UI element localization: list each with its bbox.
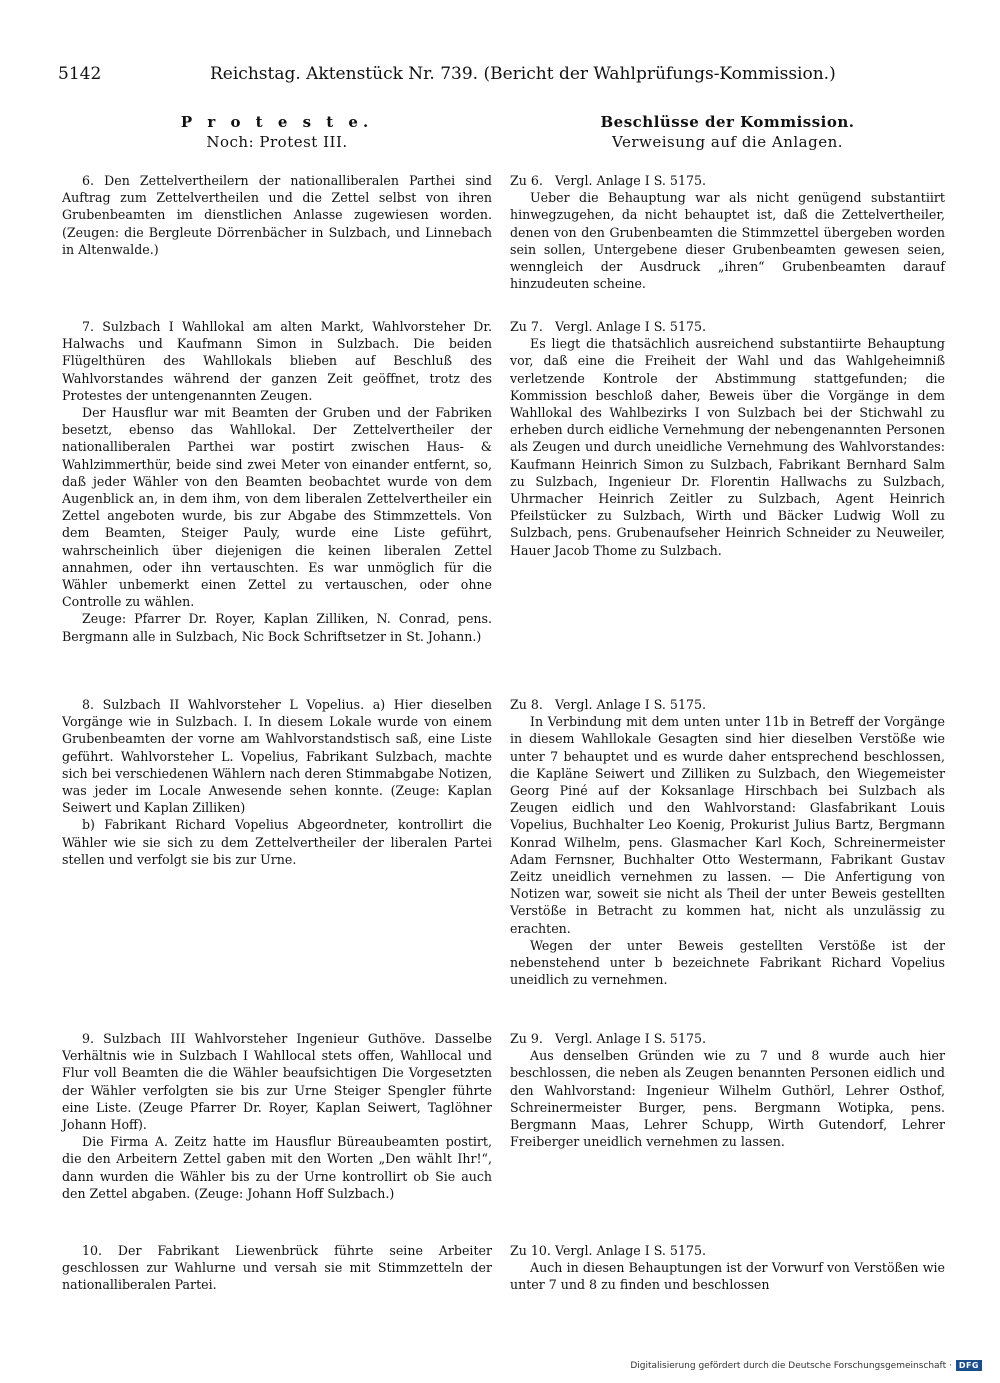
protest-paragraph: Zeuge: Pfarrer Dr. Royer, Kaplan Zilliken, N. Conrad, pens. Bergmann alle in Sulzbach, Nic Bock Schriftsetzer in St. Johann.): [62, 611, 492, 644]
credit-text: Digitalisierung gefördert durch die Deutsche Forschungsgemeinschaft ·: [630, 1360, 952, 1371]
decision-reference: [510, 318, 945, 335]
decisions-heading: Beschlüsse der Kommission.: [600, 113, 855, 131]
decision-zu-9: [510, 1030, 945, 1150]
decision-label: Zu 8.: [510, 697, 543, 712]
protest-item-10: [62, 1242, 492, 1294]
decision-paragraph: Wegen der unter Beweis gestellten Verstöße ist der nebenstehend unter b bezeichnete Fabrikant Richard Vopelius uneidlich zu vernehmen.: [510, 937, 945, 988]
decision-label: Zu 10.: [510, 1243, 551, 1258]
appendix-reference: Vergl. Anlage I S. 5175.: [555, 173, 706, 188]
protest-heading: P r o t e s t e.: [180, 113, 374, 131]
protest-item-8: [62, 696, 492, 868]
decision-paragraph: Auch in diesen Behauptungen ist der Vorwurf von Verstößen wie unter 7 und 8 zu finden und beschlossen: [510, 1260, 945, 1293]
protest-column-heading: [62, 112, 492, 152]
decision-paragraph: Ueber die Behauptung war als nicht genügend substantiirt hinwegzugehen, da nicht behauptet ist, daß die Zettelvertheiler, denen von den Grubenbeamten die Stimmzettel übergeben worden sein sollen, Untergebene dieser Grubenbeamten gewesen seien, wenngleich der Ausdruck „ihren“ Grubenbeamten darauf hinzudeuten scheine.: [510, 190, 945, 292]
decision-reference: [510, 172, 945, 189]
decision-zu-8: [510, 696, 945, 988]
appendix-reference: Vergl. Anlage I S. 5175.: [555, 1031, 706, 1046]
appendix-reference: Vergl. Anlage I S. 5175.: [555, 1243, 706, 1258]
decision-label: Zu 9.: [510, 1031, 543, 1046]
running-header: [58, 60, 948, 88]
protest-paragraph: Der Hausflur war mit Beamten der Gruben und der Fabriken besetzt, ebenso das Wahllokal. Der Zettelvertheiler der nationalliberalen Parthei war postirt zwischen Haus- & Wahlzimmerthür, beide sind zwei Meter von einander entfernt, so, daß jeder Wähler von den Beamten beobachtet wurde von dem Augenblick an, in dem ihm, von dem liberalen Zettelvertheiler ein Zettel angeboten wurde, bis zur Abgabe des Stimmzettels. Von dem Beamten, Steiger Pauly, wurde eine Liste geführt, wahrscheinlich über diejenigen die keinen liberalen Zettel annahmen, oder ihn vertauschten. Es war unmöglich für die Wähler unbemerkt einen Zettel zu vertauschen, oder ohne Controlle zu wählen.: [62, 405, 492, 610]
protest-subheading: Noch: Protest III.: [206, 133, 348, 151]
protest-item-7: [62, 318, 492, 645]
protest-paragraph: 9. Sulzbach III Wahlvorsteher Ingenieur Guthöve. Dasselbe Verhältnis wie in Sulzbach I Wahllocal stets offen, Wahllocal und Flur voll Beamten die die Wähler beaufsichtigen Die Vorgesetzten der Wähler verfolgten sie bis zur Urne Steiger Spengler führte eine Liste. (Zeuge Pfarrer Dr. Royer, Kaplan Seiwert, Taglöhner Johann Hoff).: [62, 1031, 492, 1133]
protest-item-9: [62, 1030, 492, 1202]
protest-paragraph: 10. Der Fabrikant Liewenbrück führte seine Arbeiter geschlossen zur Wahlurne und versah sie mit Stimmzetteln der nationalliberalen Partei.: [62, 1243, 492, 1293]
decisions-column-heading: [510, 112, 945, 152]
decision-label: Zu 7.: [510, 319, 543, 334]
decisions-subheading: Verweisung auf die Anlagen.: [611, 133, 843, 151]
decisions-column: [510, 112, 945, 1293]
decision-reference: [510, 1242, 945, 1259]
decision-zu-7: [510, 318, 945, 559]
decision-paragraph: In Verbindung mit dem unten unter 11b in Betreff der Vorgänge in diesem Wahllokale Gesagten sind hier dieselben Verstöße wie unter 7 behauptet und es wurde daher entsprechend beschlossen, die Kapläne Seiwert und Zilliken zu Sulzbach, den Wiegemeister Georg Piné auf der Koksanlage Hirschbach bei Sulzbach als Zeugen eidlich und den Wahlvorstand: Glasfabrikant Louis Vopelius, Buchhalter Leo Koenig, Prokurist Julius Bartz, Bergmann Konrad Wilhelm, pens. Glasmacher Karl Koch, Schreinermeister Adam Fernsner, Buchhalter Otto Westermann, Fabrikant Gustav Zeitz uneidlich vernehmen zu lassen. — Die Anfertigung von Notizen war, soweit sie nicht als Theil der unter Beweis gestellten Verstöße in Betracht zu kommen hat, nicht als unzulässig zu erachten.: [510, 714, 945, 936]
page-number: 5142: [58, 64, 102, 84]
protest-paragraph: 7. Sulzbach I Wahllokal am alten Markt, Wahlvorsteher Dr. Halwachs und Kaufmann Simon in Sulzbach. Die beiden Flügelthüren des Wahllokals blieben auf Beschluß des Wahlvorstandes während der ganzen Zeit geöffnet, trotz des Protestes der untengenannten Zeugen.: [62, 319, 492, 403]
protest-paragraph: Die Firma A. Zeitz hatte im Hausflur Büreaubeamten postirt, die den Arbeitern Zettel gaben mit den Worten „Den wählt Ihr!“, dann wurden die Wähler bis zu der Urne kontrollirt ob Sie auch den Zettel abgaben. (Zeuge: Johann Hoff Sulzbach.): [62, 1134, 492, 1201]
appendix-reference: Vergl. Anlage I S. 5175.: [555, 319, 706, 334]
dfg-logo-icon: DFG: [956, 1360, 982, 1371]
running-title: Reichstag. Aktenstück Nr. 739. (Bericht der Wahlprüfungs-Kommission.): [210, 64, 836, 84]
decision-paragraph: Aus denselben Gründen wie zu 7 und 8 wurde auch hier beschlossen, die neben als Zeugen benannten Personen eidlich und den Wahlvorstand: Ingenieur Wilhelm Guthörl, Lehrer Osthof, Schreinermeister Burger, pens. Bergmann Wotipka, pens. Bergmann Maas, Lehrer Schupp, Wirth Gutendorf, Lehrer Freiberger uneidlich vernehmen zu lassen.: [510, 1048, 945, 1150]
protest-paragraph: b) Fabrikant Richard Vopelius Abgeordneter, kontrollirt die Wähler wie sie sich zu dem Zettelvertheiler der liberalen Partei stellen und verfolgt sie bis zur Urne.: [62, 817, 492, 867]
decision-reference: [510, 1030, 945, 1047]
appendix-reference: Vergl. Anlage I S. 5175.: [555, 697, 706, 712]
decision-zu-10: [510, 1242, 945, 1294]
decision-paragraph: Es liegt die thatsächlich ausreichend substantiirte Behauptung vor, daß eine die Freiheit der Wahl und das Wahlgeheimniß verletzende Kontrole der Abstimmung stattgefunden; die Kommission beschloß daher, Beweis über die Vorgänge in dem Wahllokal des Wahlbezirks I von Sulzbach bei der Stichwahl zu erheben durch eidliche Vernehmung der nebengenannten Personen als Zeugen und durch uneidliche Vernehmung des Wahlvorstandes: Kaufmann Heinrich Simon zu Sulzbach, Fabrikant Bernhard Salm zu Sulzbach, Ingenieur Dr. Florentin Hallwachs zu Sulzbach, Uhrmacher Heinrich Zeitler zu Sulzbach, Agent Heinrich Pfeilstücker zu Sulzbach, Wirth und Bäcker Ludwig Woll zu Sulzbach, pens. Grubenaufseher Heinrich Schneider zu Neuweiler, Hauer Jacob Thome zu Sulzbach.: [510, 336, 945, 558]
protest-paragraph: 6. Den Zettelvertheilern der nationalliberalen Parthei sind Auftrag zum Zettelvertheilen und die Zettel selbst von ihren Grubenbeamten im dienstlichen Anlasse zugewiesen worden. (Zeugen: die Bergleute Dörrenbächer in Sulzbach, und Linnebach in Altenwalde.): [62, 173, 492, 257]
protest-item-6: [62, 172, 492, 258]
digitization-credit: [630, 1360, 982, 1371]
decision-label: Zu 6.: [510, 173, 543, 188]
decision-reference: [510, 696, 945, 713]
decision-zu-6: [510, 172, 945, 292]
protest-paragraph: 8. Sulzbach II Wahlvorsteher L Vopelius. a) Hier dieselben Vorgänge wie in Sulzbach. I. In diesem Lokale wurde von einem Grubenbeamten der vorne am Wahlvorstandstisch saß, eine Liste geführt. Wahlvorsteher L. Vopelius, Fabrikant Sulzbach, machte sich bei verschiedenen Wählern nach deren Stimmabgabe Notizen, was jeder im Locale Anwesende sehen konnte. (Zeuge: Kaplan Seiwert und Kaplan Zilliken): [62, 697, 492, 816]
protest-column: [62, 112, 492, 1293]
